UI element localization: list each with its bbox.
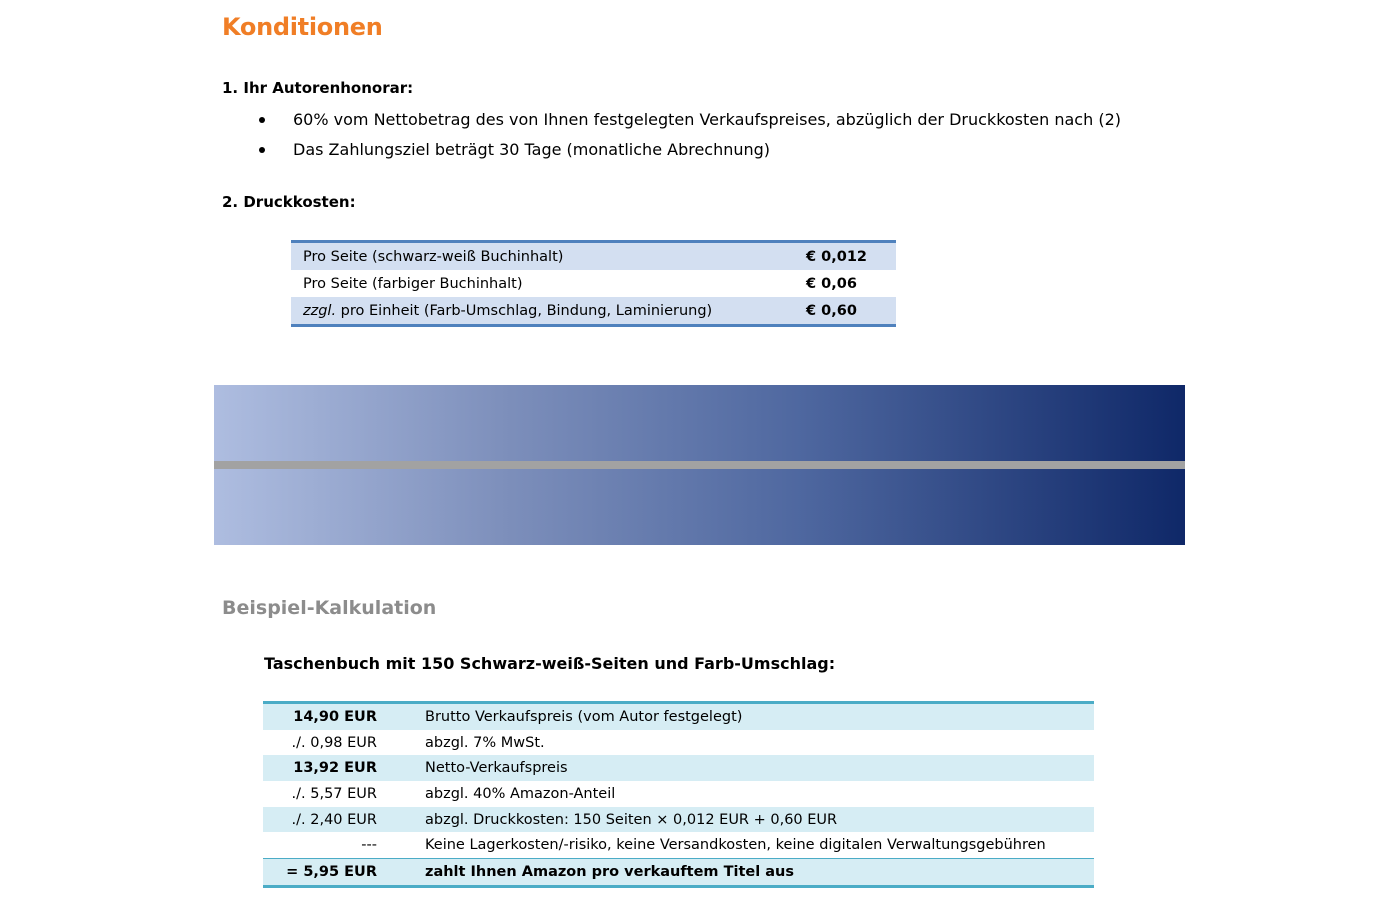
bullet-text: 60% vom Nettobetrag des von Ihnen festgelegten Verkaufspreises, abzüglich der Druckkosten nach (2) — [293, 110, 1121, 129]
gradient-banner — [214, 385, 1185, 545]
table-cell-label: Pro Seite (schwarz-weiß Buchinhalt) — [291, 242, 806, 271]
amount-cell: ./. 2,40 EUR — [263, 807, 425, 833]
table-row-total — [263, 859, 1094, 887]
amount-cell: 14,90 EUR — [263, 703, 425, 730]
bullet-text: Das Zahlungsziel beträgt 30 Tage (monatliche Abrechnung) — [293, 140, 771, 159]
table-cell-value: € 0,06 — [806, 275, 857, 292]
example-subheading: Taschenbuch mit 150 Schwarz-weiß-Seiten und Farb-Umschlag: — [264, 654, 836, 673]
table-row — [263, 730, 1094, 756]
list-item — [256, 139, 1121, 169]
section-heading-druckkosten: 2. Druckkosten: — [222, 193, 356, 211]
description-cell: zahlt Ihnen Amazon pro verkauftem Titel aus — [425, 859, 1094, 887]
table-row — [291, 297, 896, 326]
druckkosten-table — [291, 240, 896, 327]
section-heading-beispiel: Beispiel-Kalkulation — [222, 597, 437, 619]
table-cell-label: zzgl. pro Einheit (Farb-Umschlag, Bindung, Laminierung) — [291, 297, 806, 326]
table-cell-value: € 0,012 — [806, 242, 896, 271]
amount-cell: = 5,95 EUR — [263, 859, 425, 887]
amount-cell: ./. 0,98 EUR — [291, 734, 377, 751]
table-cell-label: Pro Seite (farbiger Buchinhalt) — [303, 275, 523, 292]
table-cell-value: € 0,60 — [806, 297, 896, 326]
list-item — [256, 109, 1121, 139]
description-cell: Keine Lagerkosten/-risiko, keine Versandkosten, keine digitalen Verwaltungsgebühren — [425, 837, 1046, 854]
table-row — [291, 270, 896, 297]
page-title: Konditionen — [222, 13, 383, 41]
table-row — [263, 781, 1094, 807]
amount-cell: --- — [361, 837, 377, 854]
description-cell: Netto-Verkaufspreis — [425, 755, 1094, 781]
bullet-icon — [259, 117, 265, 123]
honorar-bullet-list — [256, 109, 1121, 169]
table-row — [263, 703, 1094, 730]
banner-divider — [214, 461, 1185, 469]
table-row — [263, 807, 1094, 833]
description-cell: abzgl. Druckkosten: 150 Seiten × 0,012 EUR + 0,60 EUR — [425, 807, 1094, 833]
amount-cell: ./. 5,57 EUR — [291, 785, 377, 802]
table-row — [263, 755, 1094, 781]
table-row — [263, 832, 1094, 858]
amount-cell: 13,92 EUR — [263, 755, 425, 781]
description-cell: Brutto Verkaufspreis (vom Autor festgelegt) — [425, 703, 1094, 730]
description-cell: abzgl. 7% MwSt. — [425, 734, 545, 751]
description-cell: abzgl. 40% Amazon-Anteil — [425, 785, 616, 802]
table-row — [291, 242, 896, 271]
kalkulation-table — [263, 701, 1094, 888]
bullet-icon — [259, 147, 265, 153]
section-heading-honorar: 1. Ihr Autorenhonorar: — [222, 79, 414, 97]
